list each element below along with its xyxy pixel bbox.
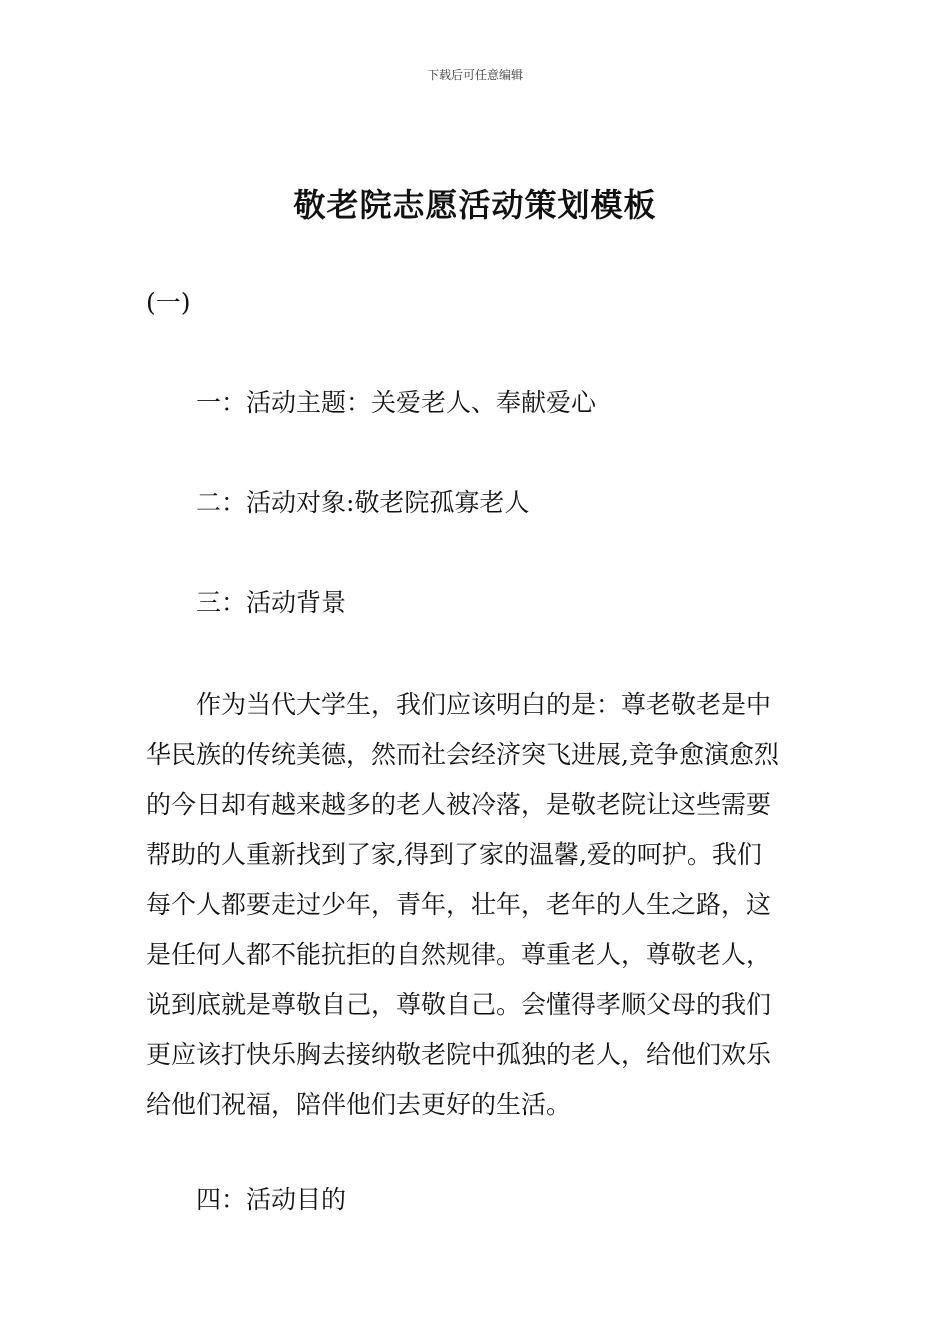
paragraph-line: 说到底就是尊敬自己，尊敬自己。会懂得孝顺父母的我们 (146, 990, 772, 1019)
heading-activity-target: 二：活动对象:敬老院孤寡老人 (196, 488, 530, 517)
background-paragraph (146, 680, 806, 1130)
heading-activity-purpose: 四：活动目的 (196, 1185, 347, 1214)
paragraph-line: 作为当代大学生，我们应该明白的是：尊老敬老是中 (196, 690, 772, 719)
paragraph-line: 帮助的人重新找到了家,得到了家的温馨,爱的呵护。我们 (146, 840, 762, 869)
paragraph-line: 每个人都要走过少年，青年，壮年，老年的人生之路，这 (146, 890, 772, 919)
heading-activity-theme: 一：活动主题：关爱老人、奉献爱心 (196, 388, 597, 417)
heading-activity-background: 三：活动背景 (196, 588, 347, 617)
header-note: 下载后可任意编辑 (426, 68, 523, 82)
paragraph-line: 的今日却有越来越多的老人被冷落，是敬老院让这些需要 (146, 790, 772, 819)
paragraph-line: 是任何人都不能抗拒的自然规律。尊重老人，尊敬老人， (146, 940, 772, 969)
paragraph-line: 更应该打快乐胸去接纳敬老院中孤独的老人，给他们欢乐 (146, 1040, 772, 1069)
document-title: 敬老院志愿活动策划模板 (293, 186, 657, 224)
paragraph-line: 华民族的传统美德，然而社会经济突飞进展,竞争愈演愈烈 (146, 740, 779, 769)
paragraph-line: 给他们祝福，陪伴他们去更好的生活。 (146, 1090, 572, 1119)
section-marker: (一) (146, 288, 191, 317)
